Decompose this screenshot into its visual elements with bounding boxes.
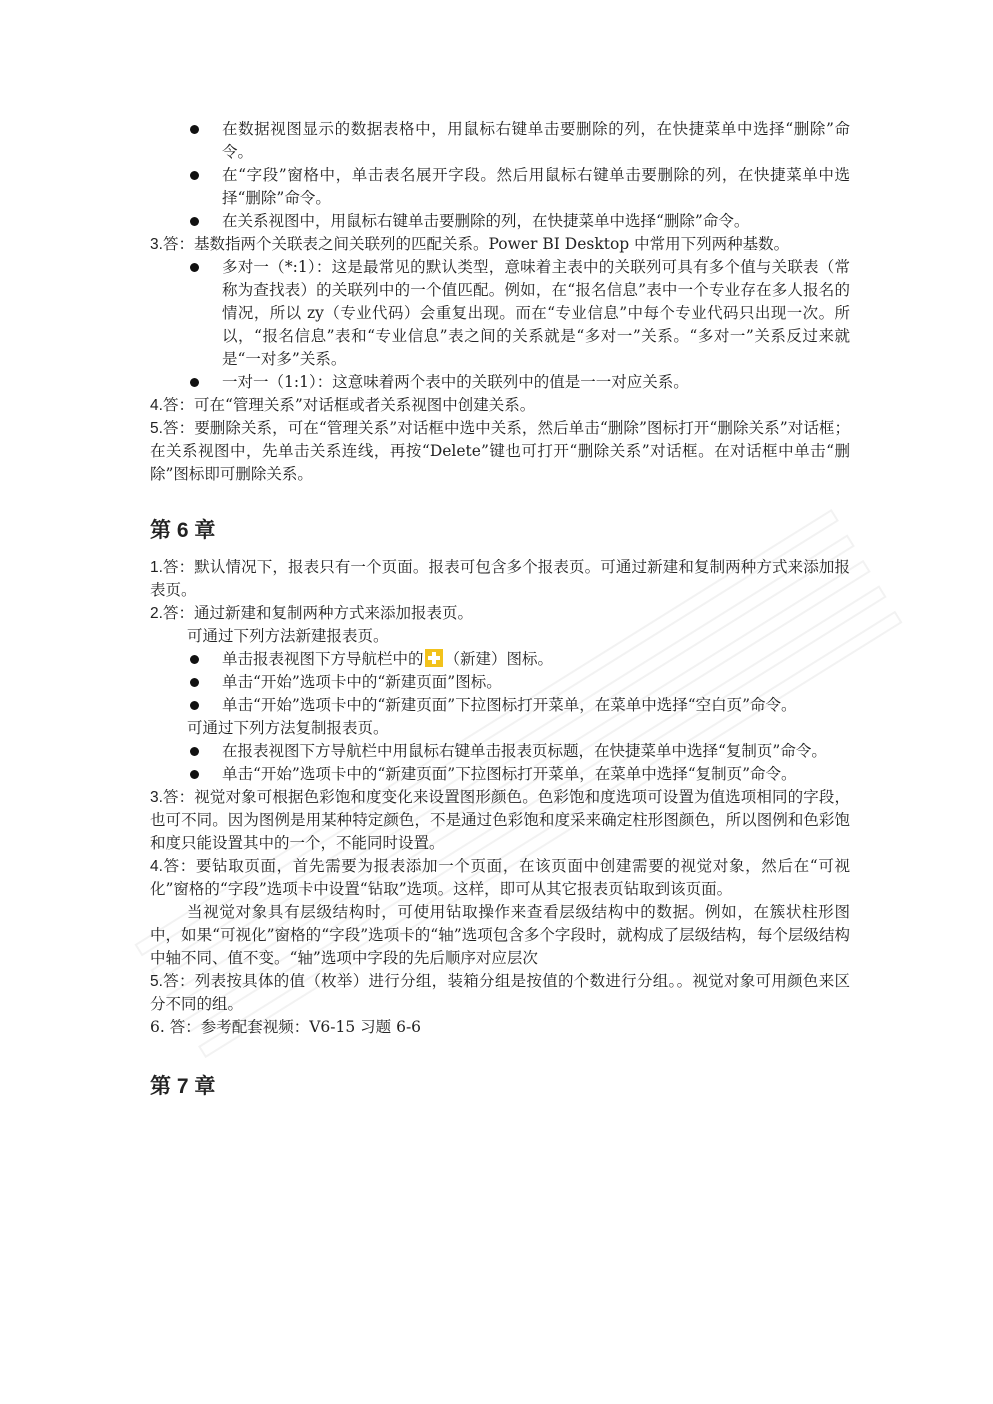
list-item: 在“字段”窗格中，单击表名展开字段。然后用鼠标右键单击要删除的列，在快捷菜单中选择“删除”命令。 <box>150 164 850 210</box>
bullet-icon <box>190 171 199 180</box>
bullet-icon <box>190 655 199 664</box>
answer-5: 5.答：要删除关系，可在“管理关系”对话框中选中关系，然后单击“删除”图标打开“删除关系”对话框；在关系视图中，先单击关系连线，再按“Delete”键也可打开“删除关系”对话框。在对话框中单击“删除”图标即可删除关系。 <box>150 419 850 483</box>
answer-3: 3.答：基数指两个关联表之间关联列的匹配关系。Power BI Desktop 中常用下列两种基数。 <box>150 235 790 253</box>
bullet-icon <box>190 678 199 687</box>
answer-5: 5.答：列表按具体的值（枚举）进行分组，装箱分组是按值的个数进行分组。。视觉对象可用颜色来区分不同的组。 <box>150 972 850 1013</box>
chapter-heading: 第 7 章 <box>150 1075 216 1098</box>
bullet-icon <box>190 701 199 710</box>
bullet-icon <box>190 378 199 387</box>
bullet-icon <box>190 217 199 226</box>
answer-6: 6. 答：参考配套视频：V6-15 习题 6-6 <box>150 1018 422 1036</box>
sub-intro: 可通过下列方法新建报表页。 <box>187 627 389 645</box>
bullet-icon <box>190 770 199 779</box>
sub-intro: 可通过下列方法复制报表页。 <box>187 719 389 737</box>
bullet-icon <box>190 747 199 756</box>
plus-icon <box>425 649 443 667</box>
answer-2: 2.答：通过新建和复制两种方式来添加报表页。 <box>150 604 473 622</box>
bullet-icon <box>190 263 199 272</box>
list-item: 在数据视图显示的数据表格中，用鼠标右键单击要删除的列，在快捷菜单中选择“删除”命令。 <box>150 118 850 164</box>
list-item: 多对一（*:1）：这是最常见的默认类型，意味着主表中的关联列可具有多个值与关联表（常称为查找表）的关联列中的一个值匹配。例如，在“报名信息”表中一个专业存在多人报名的情况，所以 zy（专业代码）会重复出现。而在“专业信息”中每个专业代码只出现一次。所以，“报名信息”表和“专业信息”表之间的关系就是“多对一”关系。“多对一”关系反过来就是“一对多”关系。 <box>150 256 850 371</box>
list-item: 单击报表视图下方导航栏中的 （新建）图标。 <box>150 648 850 671</box>
bullet-icon <box>190 125 199 134</box>
answer-1: 1.答：默认情况下，报表只有一个页面。报表可包含多个报表页。可通过新建和复制两种方式来添加报表页。 <box>150 558 850 599</box>
answer-4: 4.答：可在“管理关系”对话框或者关系视图中创建关系。 <box>150 396 536 414</box>
chapter-heading: 第 6 章 <box>150 519 216 542</box>
list-item: 在报表视图下方导航栏中用鼠标右键单击报表页标题，在快捷菜单中选择“复制页”命令。 <box>150 740 850 763</box>
answer-3: 3.答：视觉对象可根据色彩饱和度变化来设置图形颜色。色彩饱和度选项可设置为值选项相同的字段，也可不同。因为图例是用某种特定颜色，不是通过色彩饱和度采来确定柱形图颜色，所以图例和色彩饱和度只能设置其中的一个，不能同时设置。 <box>150 788 850 852</box>
list-item: 单击“开始”选项卡中的“新建页面”图标。 <box>150 671 850 694</box>
list-item: 单击“开始”选项卡中的“新建页面”下拉图标打开菜单，在菜单中选择“空白页”命令。 <box>150 694 850 717</box>
answer-4: 4.答：要钻取页面，首先需要为报表添加一个页面，在该页面中创建需要的视觉对象，然后在“可视化”窗格的“字段”选项卡中设置“钻取”选项。这样，即可从其它报表页钻取到该页面。 <box>150 857 850 898</box>
list-item: 在关系视图中，用鼠标右键单击要删除的列，在快捷菜单中选择“删除”命令。 <box>150 210 850 233</box>
content-area <box>150 118 850 1098</box>
list-item: 一对一（1:1）：这意味着两个表中的关联列中的值是一一对应关系。 <box>150 371 850 394</box>
answer-4-paragraph-2: 当视觉对象具有层级结构时，可使用钻取操作来查看层级结构中的数据。例如，在簇状柱形图中，如果“可视化”窗格的“字段”选项卡的“轴”选项包含多个字段时，就构成了层级结构，每个层级结构中轴不同、值不变。“轴”选项中字段的先后顺序对应层次 <box>150 903 850 967</box>
list-item: 单击“开始”选项卡中的“新建页面”下拉图标打开菜单，在菜单中选择“复制页”命令。 <box>150 763 850 786</box>
